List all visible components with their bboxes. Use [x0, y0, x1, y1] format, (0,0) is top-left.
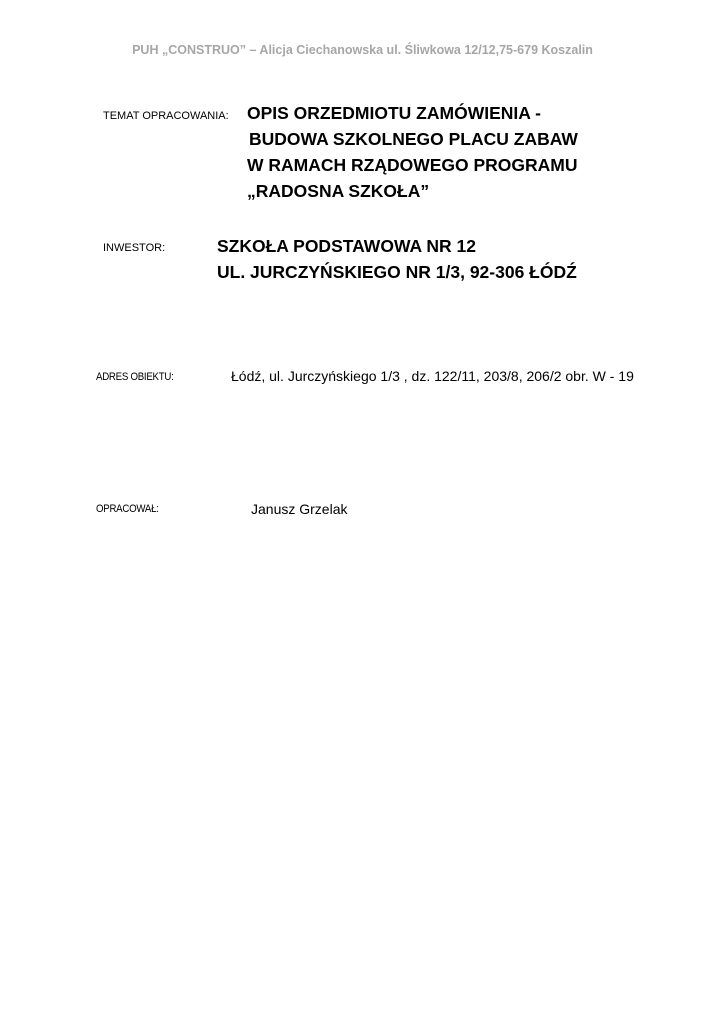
- topic-line-4: „RADOSNA SZKOŁA”: [247, 181, 430, 201]
- investor-line-1: SZKOŁA PODSTAWOWA NR 12: [217, 236, 476, 256]
- address-value: Łódź, ul. Jurczyńskiego 1/3 , dz. 122/11, 203/8, 206/2 obr. W - 19: [231, 368, 634, 384]
- author-value: Janusz Grzelak: [251, 501, 348, 517]
- investor-name: [217, 233, 577, 285]
- address-label: ADRES OBIEKTU:: [96, 371, 174, 383]
- investor-label: INWESTOR:: [103, 242, 166, 254]
- topic-label: TEMAT OPRACOWANIA:: [103, 110, 229, 122]
- company-header: PUH „CONSTRUO” – Alicja Ciechanowska ul. Śliwkowa 12/12,75-679 Koszalin: [132, 43, 593, 57]
- topic-title: [247, 100, 578, 204]
- topic-line-3: W RAMACH RZĄDOWEGO PROGRAMU: [247, 155, 578, 175]
- topic-line-2: BUDOWA SZKOLNEGO PLACU ZABAW: [249, 129, 578, 149]
- author-label: OPRACOWAŁ:: [96, 503, 159, 515]
- investor-line-2: UL. JURCZYŃSKIEGO NR 1/3, 92-306 ŁÓDŹ: [217, 262, 577, 282]
- topic-line-1: OPIS ORZEDMIOTU ZAMÓWIENIA -: [247, 103, 541, 123]
